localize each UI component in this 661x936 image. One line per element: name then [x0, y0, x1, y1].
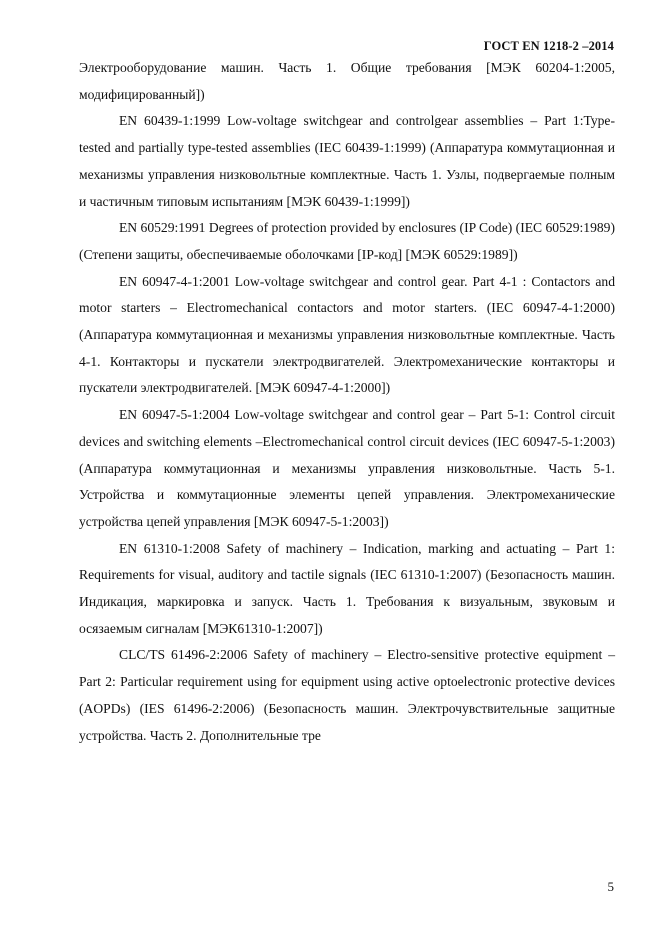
reference-clc-ts-61496-2: CLC/TS 61496-2:2006 Safety of machinery – Electro-sensitive protective equipment – Part 2: Particular requirement using for equipment using active optoelectronic protective devices (AOPDs) (IES 61496-2:2006) (Безопасность машин. Электрочувствительные защитные устройства. Часть 2. Дополнительные тре — [79, 647, 615, 743]
reference-en-61310-1: EN 61310-1:2008 Safety of machinery – Indication, marking and actuating – Part 1: Requirements for visual, auditory and tactile signals (IEC 61310-1:2007) (Безопасность машин. Индикация, маркировка и запуск. Часть 1. Требования к визуальным, звуковым и осязаемым сигналам [МЭК61310-1:2007]) — [79, 540, 615, 636]
reference-en-60947-4-1: EN 60947-4-1:2001 Low-voltage switchgear and control gear. Part 4-1 : Contactors and motor starters – Electromechanical contactors and motor starters. (IEC 60947-4-1:2000) (Аппаратура коммутационная и механизмы управления низковольтные комплектные. Часть 4-1. Контакторы и пускатели электродвигателей. Электромеханические контакторы и пускатели электродвигателей. [МЭК 60947-4-1:2000]) — [79, 273, 615, 396]
standard-header: ГОСТ EN 1218-2 –2014 — [483, 39, 614, 53]
reference-en-60529: EN 60529:1991 Degrees of protection provided by enclosures (IP Code) (IEC 60529:1989) (Степени защиты, обеспечиваемые оболочками [IP-код] [МЭК 60529:1989]) — [79, 220, 615, 262]
page-number: 5 — [607, 879, 614, 894]
document-body — [79, 55, 615, 749]
paragraph-continuation: Электрооборудование машин. Часть 1. Общие требования [МЭК 60204-1:2005, модифицированный]) — [79, 60, 615, 102]
reference-en-60947-5-1: EN 60947-5-1:2004 Low-voltage switchgear and control gear – Part 5-1: Control circuit devices and switching elements –Electromechanical control circuit devices (IEC 60947-5-1:2003) (Аппаратура коммутационная и механизмы управления низковольтные. Часть 5-1. Устройства и коммутационные элементы цепей управления. Электромеханические устройства цепей управления [МЭК 60947-5-1:2003]) — [79, 407, 615, 529]
reference-en-60439-1: EN 60439-1:1999 Low-voltage switchgear and controlgear assemblies – Part 1:Type-tested and partially type-tested assemblies (IEC 60439-1:1999) (Аппаратура коммутационная и механизмы управления низковольтные комплектные. Часть 1. Узлы, подвергаемые полным и частичным типовым испытаниям [МЭК 60439-1:1999]) — [79, 113, 615, 209]
